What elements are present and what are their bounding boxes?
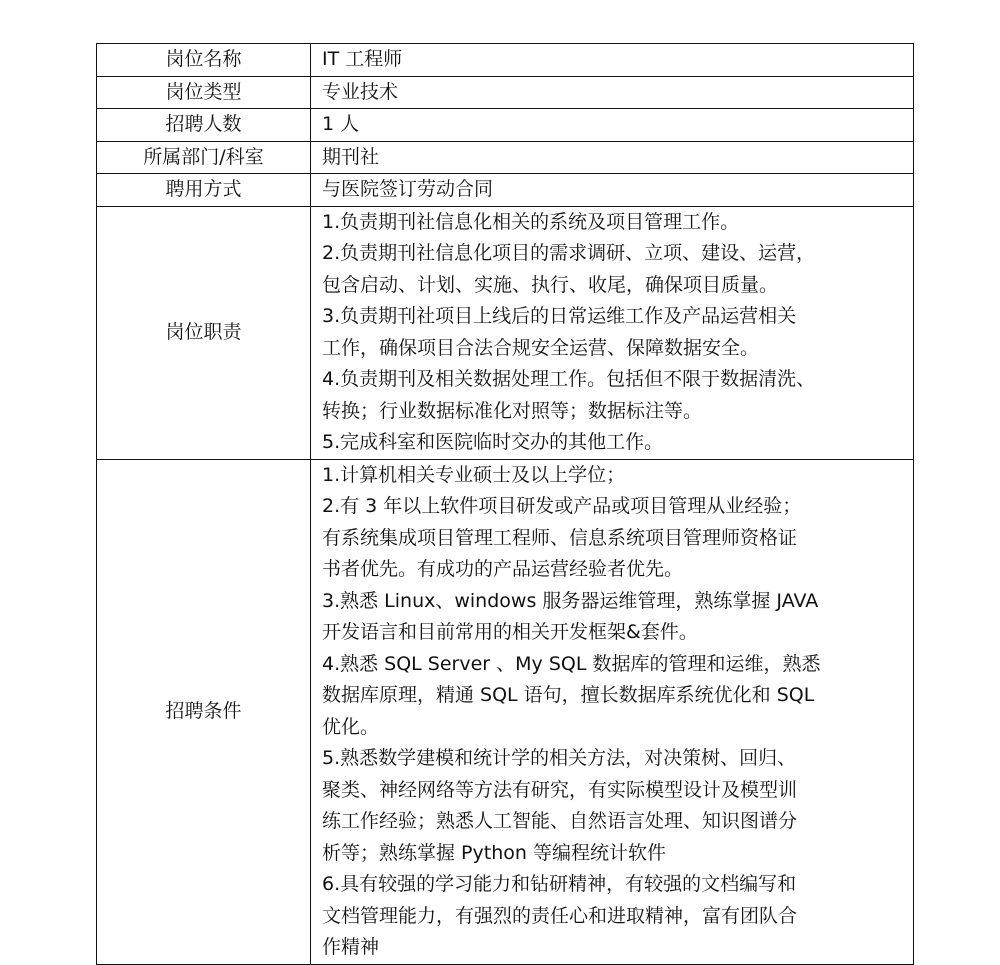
job-type-label: 岗位类型 [97,76,311,109]
table-row-headcount [97,109,914,142]
duties-line: 包含启动、计划、实施、执行、收尾，确保项目质量。 [322,273,779,296]
duties-line: 4.负责期刊及相关数据处理工作。包括但不限于数据清洗、 [322,368,816,390]
duties-line: 转换；行业数据标准化对照等；数据标注等。 [322,399,703,422]
requirements-line: 作精神 [322,936,380,958]
requirements-line: 析等；熟练掌握 Python 等编程统计软件 [322,841,666,864]
duties-line: 1.负责期刊社信息化相关的系统及项目管理工作。 [322,210,740,233]
job-title-label: 岗位名称 [97,44,311,77]
job-type-value: 专业技术 [311,76,914,109]
job-title-value: IT 工程师 [311,44,914,77]
duties-line: 3.负责期刊社项目上线后的日常运维工作及产品运营相关 [322,305,797,327]
requirements-line: 有系统集成项目管理工程师、信息系统项目管理师资格证 [322,526,798,549]
department-value: 期刊社 [311,141,914,174]
duties-content [311,206,914,459]
duties-line: 工作，确保项目合法合规安全运营、保障数据安全。 [322,336,760,359]
requirements-line: 5.熟悉数学建模和统计学的相关方法，对决策树、回归、 [322,747,797,769]
table-row-job-type [97,76,914,109]
duties-label: 岗位职责 [97,206,311,459]
table-row-duties [97,206,914,459]
job-posting-table [96,43,914,965]
headcount-label: 招聘人数 [97,109,311,142]
requirements-line: 3.熟悉 Linux、windows 服务器运维管理，熟练掌握 JAVA [322,589,819,612]
requirements-line: 数据库原理，精通 SQL 语句，擅长数据库系统优化和 SQL [322,684,815,706]
requirements-label: 招聘条件 [97,459,311,964]
employment-type-value: 与医院签订劳动合同 [311,174,914,207]
duties-line: 2.负责期刊社信息化项目的需求调研、立项、建设、运营， [322,242,816,264]
requirements-line: 1.计算机相关专业硕士及以上学位； [322,463,626,486]
table-row-job-title [97,44,914,77]
requirements-line: 聚类、神经网络等方法有研究，有实际模型设计及模型训 [322,778,798,801]
requirements-line: 优化。 [322,715,380,738]
table-row-employment-type [97,174,914,207]
requirements-line: 4.熟悉 SQL Server 、My SQL 数据库的管理和运维，熟悉 [322,652,821,675]
requirements-line: 文档管理能力，有强烈的责任心和进取精神，富有团队合 [322,904,798,927]
requirements-line: 2.有 3 年以上软件项目研发或产品或项目管理从业经验； [322,495,802,517]
employment-type-label: 聘用方式 [97,174,311,207]
requirements-line: 书者优先。有成功的产品运营经验者优先。 [322,558,684,580]
requirements-line: 练工作经验；熟悉人工智能、自然语言处理、知识图谱分 [322,810,798,832]
duties-line: 5.完成科室和医院临时交办的其他工作。 [322,431,664,453]
table-row-department [97,141,914,174]
requirements-line: 6.具有较强的学习能力和钻研精神，有较强的文档编写和 [322,873,797,895]
requirements-content [311,459,914,964]
headcount-value: 1 人 [311,109,914,142]
requirements-line: 开发语言和目前常用的相关开发框架&套件。 [322,621,698,643]
department-label: 所属部门/科室 [97,141,311,174]
table-row-requirements [97,459,914,964]
